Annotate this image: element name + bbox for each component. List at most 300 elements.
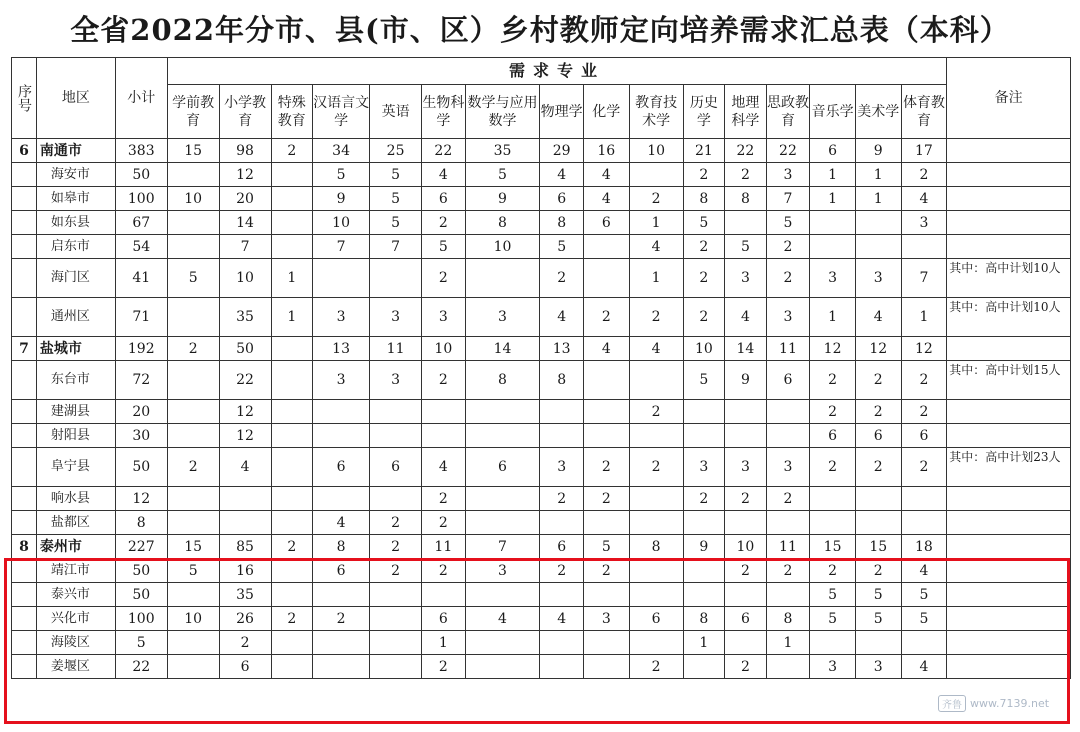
row-cell: 11 bbox=[370, 337, 422, 361]
row-cell: 18 bbox=[901, 535, 947, 559]
city-row bbox=[12, 139, 1071, 163]
row-cell bbox=[629, 424, 683, 448]
row-subtotal: 50 bbox=[115, 559, 167, 583]
row-cell: 5 bbox=[540, 235, 584, 259]
row-cell: 5 bbox=[901, 583, 947, 607]
row-cell bbox=[766, 511, 810, 535]
row-cell: 3 bbox=[766, 298, 810, 337]
row-region: 响水县 bbox=[36, 487, 115, 511]
row-cell bbox=[583, 259, 629, 298]
row-cell: 2 bbox=[810, 559, 856, 583]
row-region: 南通市 bbox=[36, 139, 115, 163]
row-cell: 21 bbox=[683, 139, 725, 163]
row-cell: 4 bbox=[629, 235, 683, 259]
row-cell: 7 bbox=[465, 535, 540, 559]
row-cell: 4 bbox=[313, 511, 370, 535]
row-region: 泰州市 bbox=[36, 535, 115, 559]
row-cell: 11 bbox=[422, 535, 466, 559]
row-subtotal: 50 bbox=[115, 448, 167, 487]
row-cell: 2 bbox=[583, 298, 629, 337]
row-cell: 2 bbox=[810, 400, 856, 424]
row-cell: 2 bbox=[422, 361, 466, 400]
row-cell: 2 bbox=[271, 535, 313, 559]
header-subject: 体育教育 bbox=[901, 85, 947, 139]
row-cell: 2 bbox=[219, 631, 271, 655]
row-cell: 4 bbox=[540, 607, 584, 631]
row-cell: 4 bbox=[540, 298, 584, 337]
row-cell: 3 bbox=[766, 448, 810, 487]
row-cell: 2 bbox=[766, 487, 810, 511]
row-cell: 35 bbox=[465, 139, 540, 163]
row-cell bbox=[683, 424, 725, 448]
row-subtotal: 8 bbox=[115, 511, 167, 535]
row-cell: 6 bbox=[766, 361, 810, 400]
row-cell: 5 bbox=[683, 211, 725, 235]
row-subtotal: 22 bbox=[115, 655, 167, 679]
row-remark bbox=[947, 424, 1071, 448]
row-cell bbox=[271, 361, 313, 400]
header-subject: 生物科学 bbox=[422, 85, 466, 139]
row-subtotal: 54 bbox=[115, 235, 167, 259]
row-cell: 10 bbox=[313, 211, 370, 235]
row-cell bbox=[901, 487, 947, 511]
row-cell: 2 bbox=[540, 487, 584, 511]
table-row bbox=[12, 163, 1071, 187]
row-cell: 4 bbox=[540, 163, 584, 187]
header-subject: 音乐学 bbox=[810, 85, 856, 139]
row-cell: 2 bbox=[583, 487, 629, 511]
row-cell: 3 bbox=[465, 298, 540, 337]
row-cell bbox=[901, 511, 947, 535]
row-cell: 12 bbox=[219, 424, 271, 448]
row-cell: 12 bbox=[219, 400, 271, 424]
row-cell: 5 bbox=[465, 163, 540, 187]
row-cell bbox=[583, 424, 629, 448]
row-cell: 6 bbox=[422, 187, 466, 211]
row-cell bbox=[167, 487, 219, 511]
row-cell: 2 bbox=[167, 448, 219, 487]
row-seq bbox=[12, 298, 37, 337]
table-row bbox=[12, 298, 1071, 337]
row-cell: 12 bbox=[810, 337, 856, 361]
row-cell bbox=[167, 163, 219, 187]
row-cell: 5 bbox=[167, 259, 219, 298]
row-cell bbox=[167, 361, 219, 400]
row-cell: 2 bbox=[725, 655, 767, 679]
row-cell bbox=[629, 163, 683, 187]
row-cell: 6 bbox=[583, 211, 629, 235]
row-cell: 6 bbox=[901, 424, 947, 448]
row-cell bbox=[370, 487, 422, 511]
table-row bbox=[12, 211, 1071, 235]
row-cell: 2 bbox=[629, 187, 683, 211]
row-cell: 50 bbox=[219, 337, 271, 361]
row-cell: 5 bbox=[167, 559, 219, 583]
row-cell: 3 bbox=[313, 361, 370, 400]
row-cell: 14 bbox=[219, 211, 271, 235]
row-cell bbox=[465, 424, 540, 448]
row-cell: 8 bbox=[540, 361, 584, 400]
row-cell: 8 bbox=[725, 187, 767, 211]
row-cell: 8 bbox=[766, 607, 810, 631]
row-cell: 5 bbox=[810, 607, 856, 631]
row-cell bbox=[370, 400, 422, 424]
row-cell bbox=[855, 487, 901, 511]
row-region: 如皋市 bbox=[36, 187, 115, 211]
row-cell: 10 bbox=[683, 337, 725, 361]
row-cell: 3 bbox=[725, 448, 767, 487]
row-region: 阜宁县 bbox=[36, 448, 115, 487]
row-cell: 2 bbox=[683, 235, 725, 259]
row-cell: 1 bbox=[855, 163, 901, 187]
row-cell: 2 bbox=[271, 607, 313, 631]
row-cell: 26 bbox=[219, 607, 271, 631]
row-cell bbox=[855, 235, 901, 259]
row-cell: 4 bbox=[465, 607, 540, 631]
row-cell: 3 bbox=[683, 448, 725, 487]
row-subtotal: 71 bbox=[115, 298, 167, 337]
row-cell: 2 bbox=[313, 607, 370, 631]
row-cell bbox=[465, 487, 540, 511]
row-cell bbox=[167, 424, 219, 448]
row-cell: 2 bbox=[422, 655, 466, 679]
row-cell bbox=[540, 400, 584, 424]
row-cell: 2 bbox=[766, 235, 810, 259]
row-cell: 10 bbox=[629, 139, 683, 163]
row-cell: 5 bbox=[855, 607, 901, 631]
row-cell bbox=[271, 337, 313, 361]
row-cell: 4 bbox=[219, 448, 271, 487]
header-row-1 bbox=[12, 58, 1071, 85]
row-subtotal: 41 bbox=[115, 259, 167, 298]
row-cell bbox=[167, 400, 219, 424]
row-cell bbox=[725, 211, 767, 235]
row-remark bbox=[947, 535, 1071, 559]
row-region: 泰兴市 bbox=[36, 583, 115, 607]
row-cell: 4 bbox=[422, 163, 466, 187]
row-cell bbox=[725, 511, 767, 535]
row-cell bbox=[583, 511, 629, 535]
row-cell: 9 bbox=[313, 187, 370, 211]
row-cell: 6 bbox=[313, 448, 370, 487]
row-cell: 6 bbox=[219, 655, 271, 679]
table-row bbox=[12, 235, 1071, 259]
row-cell bbox=[370, 424, 422, 448]
row-remark bbox=[947, 400, 1071, 424]
row-cell: 12 bbox=[855, 337, 901, 361]
row-cell: 16 bbox=[583, 139, 629, 163]
row-cell: 5 bbox=[855, 583, 901, 607]
row-seq bbox=[12, 163, 37, 187]
row-region: 建湖县 bbox=[36, 400, 115, 424]
row-cell: 8 bbox=[683, 607, 725, 631]
row-remark: 其中：高中计划10人 bbox=[947, 298, 1071, 337]
header-subject: 地理科学 bbox=[725, 85, 767, 139]
row-cell: 6 bbox=[725, 607, 767, 631]
row-cell: 3 bbox=[901, 211, 947, 235]
row-cell: 15 bbox=[167, 535, 219, 559]
row-cell: 2 bbox=[766, 559, 810, 583]
row-cell: 2 bbox=[370, 535, 422, 559]
row-cell bbox=[271, 424, 313, 448]
row-cell: 2 bbox=[422, 259, 466, 298]
row-region: 兴化市 bbox=[36, 607, 115, 631]
row-cell bbox=[766, 400, 810, 424]
row-cell bbox=[810, 235, 856, 259]
row-cell: 9 bbox=[855, 139, 901, 163]
row-seq bbox=[12, 187, 37, 211]
row-cell: 5 bbox=[725, 235, 767, 259]
row-cell: 4 bbox=[583, 163, 629, 187]
row-cell bbox=[219, 487, 271, 511]
row-cell: 9 bbox=[725, 361, 767, 400]
row-cell: 9 bbox=[465, 187, 540, 211]
row-subtotal: 50 bbox=[115, 583, 167, 607]
row-cell: 3 bbox=[855, 259, 901, 298]
row-cell bbox=[810, 511, 856, 535]
row-cell: 3 bbox=[313, 298, 370, 337]
row-cell bbox=[901, 235, 947, 259]
row-cell: 2 bbox=[629, 655, 683, 679]
row-cell: 1 bbox=[766, 631, 810, 655]
table-row bbox=[12, 448, 1071, 487]
table-row bbox=[12, 259, 1071, 298]
row-subtotal: 227 bbox=[115, 535, 167, 559]
row-cell bbox=[766, 424, 810, 448]
row-region: 海门区 bbox=[36, 259, 115, 298]
row-cell: 15 bbox=[855, 535, 901, 559]
row-cell: 4 bbox=[901, 559, 947, 583]
row-cell: 1 bbox=[810, 298, 856, 337]
row-seq bbox=[12, 400, 37, 424]
row-cell: 3 bbox=[725, 259, 767, 298]
row-cell: 25 bbox=[370, 139, 422, 163]
row-seq: 8 bbox=[12, 535, 37, 559]
row-cell bbox=[313, 400, 370, 424]
row-cell: 2 bbox=[271, 139, 313, 163]
table-row bbox=[12, 361, 1071, 400]
row-cell: 2 bbox=[629, 400, 683, 424]
row-cell: 7 bbox=[370, 235, 422, 259]
row-region: 盐城市 bbox=[36, 337, 115, 361]
row-cell: 13 bbox=[313, 337, 370, 361]
row-cell: 8 bbox=[465, 361, 540, 400]
row-cell: 4 bbox=[901, 187, 947, 211]
row-cell: 2 bbox=[855, 559, 901, 583]
row-cell: 8 bbox=[540, 211, 584, 235]
row-subtotal: 100 bbox=[115, 187, 167, 211]
row-region: 东台市 bbox=[36, 361, 115, 400]
row-cell: 29 bbox=[540, 139, 584, 163]
row-cell: 1 bbox=[810, 187, 856, 211]
row-cell: 4 bbox=[901, 655, 947, 679]
header-subtotal: 小计 bbox=[115, 58, 167, 139]
row-cell: 2 bbox=[901, 448, 947, 487]
row-cell: 4 bbox=[855, 298, 901, 337]
row-cell: 3 bbox=[810, 259, 856, 298]
row-cell: 3 bbox=[810, 655, 856, 679]
row-remark bbox=[947, 139, 1071, 163]
row-cell: 4 bbox=[583, 337, 629, 361]
row-cell: 3 bbox=[583, 607, 629, 631]
row-cell: 98 bbox=[219, 139, 271, 163]
row-cell: 2 bbox=[583, 448, 629, 487]
row-cell: 4 bbox=[583, 187, 629, 211]
header-subject: 小学教育 bbox=[219, 85, 271, 139]
row-cell: 20 bbox=[219, 187, 271, 211]
row-cell: 2 bbox=[855, 448, 901, 487]
row-cell: 2 bbox=[422, 559, 466, 583]
table-row bbox=[12, 511, 1071, 535]
row-cell: 5 bbox=[370, 211, 422, 235]
row-cell: 12 bbox=[219, 163, 271, 187]
row-cell: 2 bbox=[370, 559, 422, 583]
header-subject: 英语 bbox=[370, 85, 422, 139]
row-region: 姜堰区 bbox=[36, 655, 115, 679]
row-cell: 1 bbox=[271, 259, 313, 298]
row-cell bbox=[683, 511, 725, 535]
row-cell: 8 bbox=[629, 535, 683, 559]
row-cell: 1 bbox=[683, 631, 725, 655]
header-subject: 汉语言文学 bbox=[313, 85, 370, 139]
row-cell bbox=[540, 424, 584, 448]
row-subtotal: 5 bbox=[115, 631, 167, 655]
row-cell bbox=[629, 511, 683, 535]
row-cell: 22 bbox=[725, 139, 767, 163]
row-subtotal: 72 bbox=[115, 361, 167, 400]
row-region: 靖江市 bbox=[36, 559, 115, 583]
row-cell: 2 bbox=[629, 448, 683, 487]
row-cell bbox=[313, 487, 370, 511]
row-cell bbox=[271, 235, 313, 259]
row-cell: 11 bbox=[766, 535, 810, 559]
row-subtotal: 50 bbox=[115, 163, 167, 187]
row-cell: 22 bbox=[766, 139, 810, 163]
row-cell: 2 bbox=[683, 163, 725, 187]
watermark-url: www.7139.net bbox=[970, 696, 1050, 710]
header-remark: 备注 bbox=[947, 58, 1071, 139]
row-cell bbox=[271, 400, 313, 424]
row-remark bbox=[947, 187, 1071, 211]
row-subtotal: 383 bbox=[115, 139, 167, 163]
row-cell: 5 bbox=[422, 235, 466, 259]
row-cell bbox=[219, 511, 271, 535]
city-row bbox=[12, 535, 1071, 559]
row-cell: 1 bbox=[629, 211, 683, 235]
row-cell bbox=[271, 163, 313, 187]
row-cell bbox=[683, 400, 725, 424]
row-cell bbox=[422, 424, 466, 448]
header-subject: 历史学 bbox=[683, 85, 725, 139]
row-cell: 3 bbox=[540, 448, 584, 487]
row-cell bbox=[855, 511, 901, 535]
row-cell bbox=[167, 235, 219, 259]
row-cell: 5 bbox=[683, 361, 725, 400]
row-cell: 22 bbox=[422, 139, 466, 163]
row-remark bbox=[947, 487, 1071, 511]
row-cell: 22 bbox=[219, 361, 271, 400]
row-cell: 4 bbox=[725, 298, 767, 337]
row-cell: 17 bbox=[901, 139, 947, 163]
row-cell: 35 bbox=[219, 583, 271, 607]
row-cell: 12 bbox=[901, 337, 947, 361]
header-row-2 bbox=[12, 85, 1071, 139]
row-cell bbox=[540, 511, 584, 535]
row-cell: 7 bbox=[766, 187, 810, 211]
watermark-badge: 齐鲁 bbox=[938, 695, 966, 712]
row-cell: 3 bbox=[855, 655, 901, 679]
row-cell: 7 bbox=[219, 235, 271, 259]
row-cell: 16 bbox=[219, 559, 271, 583]
row-cell: 10 bbox=[167, 607, 219, 631]
header-demand-group: 需求专业 bbox=[167, 58, 947, 85]
row-cell bbox=[810, 487, 856, 511]
row-region: 启东市 bbox=[36, 235, 115, 259]
row-cell: 5 bbox=[313, 163, 370, 187]
row-cell: 2 bbox=[901, 400, 947, 424]
row-remark bbox=[947, 163, 1071, 187]
row-subtotal: 20 bbox=[115, 400, 167, 424]
row-region: 射阳县 bbox=[36, 424, 115, 448]
row-cell bbox=[167, 298, 219, 337]
row-cell: 1 bbox=[422, 631, 466, 655]
row-cell: 2 bbox=[422, 211, 466, 235]
row-seq: 6 bbox=[12, 139, 37, 163]
row-cell: 2 bbox=[540, 259, 584, 298]
row-cell: 6 bbox=[810, 139, 856, 163]
header-subject: 美术学 bbox=[855, 85, 901, 139]
row-cell: 1 bbox=[629, 259, 683, 298]
page-title: 全省2022年分市、县(市、区）乡村教师定向培养需求汇总表（本科） bbox=[70, 13, 1010, 47]
row-region: 通州区 bbox=[36, 298, 115, 337]
header-subject: 数学与应用数学 bbox=[465, 85, 540, 139]
row-cell bbox=[583, 235, 629, 259]
row-cell: 6 bbox=[629, 607, 683, 631]
row-cell: 7 bbox=[901, 259, 947, 298]
row-remark: 其中：高中计划15人 bbox=[947, 361, 1071, 400]
header-subject: 特殊教育 bbox=[271, 85, 313, 139]
row-cell: 6 bbox=[810, 424, 856, 448]
row-cell: 5 bbox=[370, 187, 422, 211]
row-cell bbox=[583, 400, 629, 424]
row-cell bbox=[465, 259, 540, 298]
row-cell: 2 bbox=[422, 487, 466, 511]
row-cell bbox=[271, 211, 313, 235]
row-cell: 2 bbox=[583, 559, 629, 583]
row-cell: 5 bbox=[583, 535, 629, 559]
row-cell: 6 bbox=[540, 535, 584, 559]
row-region: 海陵区 bbox=[36, 631, 115, 655]
row-cell: 11 bbox=[766, 337, 810, 361]
row-cell: 2 bbox=[855, 361, 901, 400]
row-subtotal: 100 bbox=[115, 607, 167, 631]
row-cell bbox=[465, 400, 540, 424]
row-seq bbox=[12, 448, 37, 487]
row-cell: 2 bbox=[725, 487, 767, 511]
row-cell: 10 bbox=[422, 337, 466, 361]
row-seq bbox=[12, 259, 37, 298]
row-cell: 2 bbox=[629, 298, 683, 337]
row-cell bbox=[810, 211, 856, 235]
highlight-box bbox=[4, 558, 1070, 724]
row-region: 盐都区 bbox=[36, 511, 115, 535]
row-remark bbox=[947, 235, 1071, 259]
row-cell: 2 bbox=[422, 511, 466, 535]
row-subtotal: 192 bbox=[115, 337, 167, 361]
row-cell: 15 bbox=[167, 139, 219, 163]
row-cell: 2 bbox=[540, 559, 584, 583]
row-cell: 2 bbox=[855, 400, 901, 424]
